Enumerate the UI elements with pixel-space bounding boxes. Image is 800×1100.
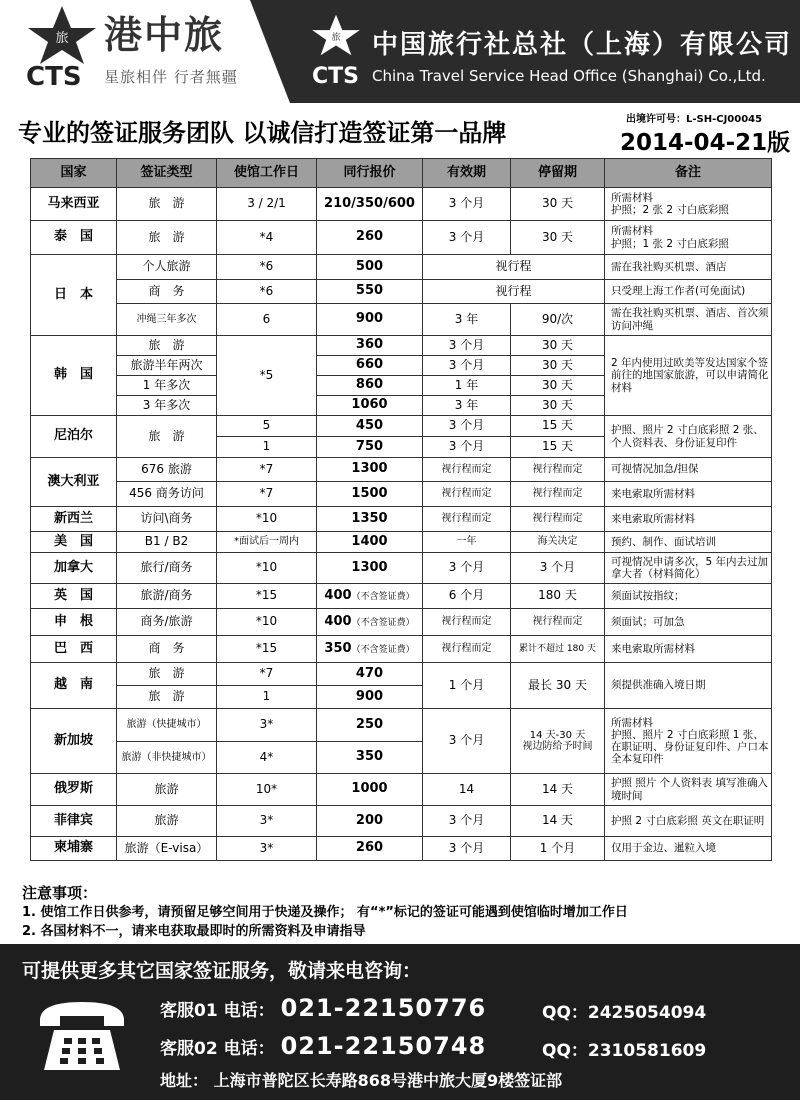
visa-type-cell: 旅 游 xyxy=(117,188,217,221)
company-name-en: China Travel Service Head Office (Shanghai) Co.,Ltd. xyxy=(372,67,766,85)
price-value: 400 xyxy=(324,613,352,629)
work-days-cell: 3* xyxy=(217,806,317,837)
table-row xyxy=(31,188,772,221)
price-cell: 750 xyxy=(317,437,423,458)
table-row xyxy=(31,709,772,742)
price-cell: 1300 xyxy=(317,458,423,482)
company-name-cn: 中国旅行社总社（上海）有限公司 xyxy=(372,30,793,60)
work-days-cell: *5 xyxy=(217,336,317,416)
table-row xyxy=(31,553,772,584)
country-cell: 新西兰 xyxy=(31,507,117,532)
address: 地址： 上海市普陀区长寿路868号港中旅大厦9楼签证部 xyxy=(160,1071,563,1090)
price-cell: 260 xyxy=(317,221,423,255)
visa-type-cell: 商务/旅游 xyxy=(117,609,217,636)
notes-cell: 需在我社购买机票、酒店 xyxy=(605,255,772,280)
validity-cell: 视行程而定 xyxy=(423,609,511,636)
stay-cell: 15 天 xyxy=(511,437,605,458)
price-cell: 860 xyxy=(317,376,423,396)
notice-section xyxy=(22,884,792,941)
stay-cell: 视行程而定 xyxy=(511,609,605,636)
country-cell: 申 根 xyxy=(31,609,117,636)
country-cell: 新加坡 xyxy=(31,709,117,774)
phone-number[interactable]: 021-22150776 xyxy=(280,994,487,1022)
work-days-cell: 4* xyxy=(217,742,317,774)
stay-cell: 14 天 xyxy=(511,774,605,806)
stay-cell: 30 天 xyxy=(511,376,605,396)
notes-cell: 来电索取所需材料 xyxy=(605,507,772,532)
visa-type-cell: 旅游（快捷城市） xyxy=(117,709,217,742)
validity-cell: 6 个月 xyxy=(423,584,511,609)
price-cell: 1350 xyxy=(317,507,423,532)
work-days-cell: 5 xyxy=(217,416,317,437)
visa-type-cell: 旅 游 xyxy=(117,663,217,686)
visa-type-cell: 旅 游 xyxy=(117,416,217,458)
column-header: 使馆工作日 xyxy=(217,159,317,188)
notes-cell: 可视情况加急/担保 xyxy=(605,458,772,482)
service-label: 客服01 电话： xyxy=(160,1001,275,1021)
work-days-cell: 3* xyxy=(217,709,317,742)
validity-cell: 3 个月 xyxy=(423,356,511,376)
validity-cell: 视行程而定 xyxy=(423,507,511,532)
telephone-icon xyxy=(34,994,130,1074)
visa-type-cell: 旅游半年两次 xyxy=(117,356,217,376)
stay-cell: 14 天 xyxy=(511,806,605,837)
contact-footer xyxy=(0,944,800,1100)
price-cell xyxy=(317,636,423,663)
table-row xyxy=(31,636,772,663)
notes-cell: 护照、照片 2 寸白底彩照 2 张、个人资料表、身份证复印件 xyxy=(605,416,772,458)
column-header: 备注 xyxy=(605,159,772,188)
country-cell: 菲律宾 xyxy=(31,806,117,837)
visa-type-cell: 冲绳三年多次 xyxy=(117,304,217,336)
work-days-cell: *面试后一周内 xyxy=(217,532,317,553)
stay-cell: 180 天 xyxy=(511,584,605,609)
price-note: （不含签证费） xyxy=(351,591,415,602)
country-cell: 美 国 xyxy=(31,532,117,553)
notes-cell: 须面试；可加急 xyxy=(605,609,772,636)
table-row xyxy=(31,304,772,336)
visa-type-cell: 1 年多次 xyxy=(117,376,217,396)
table-row xyxy=(31,609,772,636)
country-cell: 澳大利亚 xyxy=(31,458,117,507)
notice-item: 1. 使馆工作日供参考，请预留足够空间用于快递及操作； 有“*”标记的签证可能遇到使馆临时增加工作日 xyxy=(22,905,628,920)
column-header: 签证类型 xyxy=(117,159,217,188)
cts-star-logo-icon xyxy=(22,4,102,66)
validity-cell: 3 个月 xyxy=(423,336,511,356)
visa-type-cell: 旅游 xyxy=(117,774,217,806)
visa-type-cell: 商 务 xyxy=(117,280,217,304)
visa-type-cell: 旅游（非快捷城市） xyxy=(117,742,217,774)
price-cell: 210/350/600 xyxy=(317,188,423,221)
work-days-cell: 3 / 2/1 xyxy=(217,188,317,221)
visa-type-cell: 旅游 xyxy=(117,806,217,837)
notes-cell: 来电索取所需材料 xyxy=(605,482,772,507)
country-cell: 日 本 xyxy=(31,255,117,336)
work-days-cell: *10 xyxy=(217,507,317,532)
validity-cell: 3 个月 xyxy=(423,806,511,837)
notes-cell: 只受理上海工作者(可免面试) xyxy=(605,280,772,304)
stay-cell: 最长 30 天 xyxy=(511,663,605,709)
work-days-cell: 6 xyxy=(217,304,317,336)
permit-number: 出境许可号：L-SH-CJ00045 xyxy=(626,114,763,125)
price-cell: 450 xyxy=(317,416,423,437)
validity-cell: 3 个月 xyxy=(423,553,511,584)
work-days-cell: 1 xyxy=(217,437,317,458)
price-cell: 1400 xyxy=(317,532,423,553)
notice-title: 注意事项： xyxy=(22,884,98,902)
price-cell: 500 xyxy=(317,255,423,280)
table-header-row xyxy=(31,159,772,188)
country-cell: 柬埔寨 xyxy=(31,837,117,861)
country-cell: 俄罗斯 xyxy=(31,774,117,806)
visa-type-cell: 访问\商务 xyxy=(117,507,217,532)
validity-cell: 视行程而定 xyxy=(423,458,511,482)
work-days-cell: 10* xyxy=(217,774,317,806)
work-days-cell: *4 xyxy=(217,221,317,255)
validity-cell: 3 个月 xyxy=(423,837,511,861)
table-row xyxy=(31,774,772,806)
visa-type-cell: 个人旅游 xyxy=(117,255,217,280)
notes-cell: 护照 2 寸白底彩照 英文在职证明 xyxy=(605,806,772,837)
footer-title: 可提供更多其它国家签证服务，敬请来电咨询： xyxy=(22,960,422,982)
svg-text:旅: 旅 xyxy=(55,31,69,46)
notes-cell: 所需材料 护照；2 张 2 寸白底彩照 xyxy=(605,188,772,221)
visa-type-cell: 旅 游 xyxy=(117,686,217,709)
price-cell: 550 xyxy=(317,280,423,304)
work-days-cell: 1 xyxy=(217,686,317,709)
table-row xyxy=(31,663,772,686)
work-days-cell: *6 xyxy=(217,280,317,304)
stay-cell: 30 天 xyxy=(511,396,605,416)
table-row xyxy=(31,806,772,837)
visa-type-cell: 3 年多次 xyxy=(117,396,217,416)
price-note: （不含签证费） xyxy=(351,617,415,628)
country-cell: 马来西亚 xyxy=(31,188,117,221)
validity-cell: 视行程而定 xyxy=(423,482,511,507)
visa-price-table xyxy=(30,158,772,861)
notes-cell: 所需材料 护照；1 张 2 寸白底彩照 xyxy=(605,221,772,255)
price-cell: 200 xyxy=(317,806,423,837)
price-cell: 250 xyxy=(317,709,423,742)
work-days-cell: *7 xyxy=(217,663,317,686)
header xyxy=(0,0,800,103)
validity-cell: 1 年 xyxy=(423,376,511,396)
country-cell: 巴 西 xyxy=(31,636,117,663)
cts-logo-text: CTS xyxy=(312,64,359,89)
country-cell: 韩 国 xyxy=(31,336,117,416)
stay-cell: 30 天 xyxy=(511,336,605,356)
work-days-cell: *15 xyxy=(217,584,317,609)
notes-cell: 来电索取所需材料 xyxy=(605,636,772,663)
visa-type-cell: 旅行/商务 xyxy=(117,553,217,584)
cts-logo-text: CTS xyxy=(26,62,82,92)
notes-cell: 需在我社购买机票、酒店、首次须访问冲绳 xyxy=(605,304,772,336)
stay-cell: 视行程而定 xyxy=(511,507,605,532)
brand-panel xyxy=(0,0,290,103)
table-row xyxy=(31,221,772,255)
table-row xyxy=(31,336,772,356)
notes-cell: 须提供准确入境日期 xyxy=(605,663,772,709)
price-cell: 900 xyxy=(317,304,423,336)
price-value: 400 xyxy=(324,587,352,603)
stay-cell: 14 天-30 天 视边防给予时间 xyxy=(511,709,605,774)
work-days-cell: *10 xyxy=(217,609,317,636)
price-cell: 470 xyxy=(317,663,423,686)
notes-cell: 须面试按指纹； xyxy=(605,584,772,609)
stay-cell: 30 天 xyxy=(511,356,605,376)
stay-cell: 1 个月 xyxy=(511,837,605,861)
svg-text:旅: 旅 xyxy=(331,32,341,43)
cts-star-logo-icon xyxy=(308,10,364,60)
work-days-cell: *15 xyxy=(217,636,317,663)
validity-cell: 一年 xyxy=(423,532,511,553)
notes-cell: 预约、制作、面试培训 xyxy=(605,532,772,553)
notes-cell: 仅用于金边、暹粒入境 xyxy=(605,837,772,861)
brand-name: 港中旅 xyxy=(104,13,225,57)
phone-number[interactable]: 021-22150748 xyxy=(280,1032,487,1060)
table-row xyxy=(31,482,772,507)
validity-stay-cell: 视行程 xyxy=(423,255,605,280)
service-line-1 xyxy=(160,994,707,1023)
qq-number[interactable]: QQ：2310581609 xyxy=(542,1041,707,1061)
price-cell: 660 xyxy=(317,356,423,376)
visa-type-cell: 676 旅游 xyxy=(117,458,217,482)
work-days-cell: *7 xyxy=(217,458,317,482)
visa-type-cell: 商 务 xyxy=(117,636,217,663)
visa-type-cell: 旅 游 xyxy=(117,336,217,356)
price-cell: 1000 xyxy=(317,774,423,806)
table-row xyxy=(31,584,772,609)
validity-cell: 3 个月 xyxy=(423,416,511,437)
validity-cell: 3 个月 xyxy=(423,221,511,255)
price-note: （不含签证费） xyxy=(351,644,415,655)
validity-cell: 14 xyxy=(423,774,511,806)
price-cell: 350 xyxy=(317,742,423,774)
service-line-2 xyxy=(160,1032,707,1061)
headline: 专业的签证服务团队 以诚信打造签证第一品牌 xyxy=(18,119,507,147)
validity-cell: 视行程而定 xyxy=(423,636,511,663)
price-cell: 900 xyxy=(317,686,423,709)
visa-type-cell: 旅游（E-visa） xyxy=(117,837,217,861)
table-row xyxy=(31,280,772,304)
qq-number[interactable]: QQ：2425054094 xyxy=(542,1003,707,1023)
stay-cell: 累计不超过 180 天 xyxy=(511,636,605,663)
work-days-cell: *7 xyxy=(217,482,317,507)
table-row xyxy=(31,458,772,482)
column-header: 停留期 xyxy=(511,159,605,188)
price-cell xyxy=(317,609,423,636)
visa-type-cell: 旅游/商务 xyxy=(117,584,217,609)
country-cell: 尼泊尔 xyxy=(31,416,117,458)
stay-cell: 30 天 xyxy=(511,221,605,255)
notes-cell: 所需材料 护照、照片 2 寸白底彩照 1 张、在职证明、身份证复印件、户口本全本复印件 xyxy=(605,709,772,774)
validity-cell: 1 个月 xyxy=(423,663,511,709)
country-cell: 英 国 xyxy=(31,584,117,609)
price-value: 350 xyxy=(324,640,352,656)
validity-stay-cell: 视行程 xyxy=(423,280,605,304)
notes-cell: 可视情况申请多次，5 年内去过加拿大者（材料简化） xyxy=(605,553,772,584)
price-cell: 1300 xyxy=(317,553,423,584)
stay-cell: 15 天 xyxy=(511,416,605,437)
price-cell: 360 xyxy=(317,336,423,356)
notice-item: 2. 各国材料不一，请来电获取最即时的所需资料及申请指导 xyxy=(22,924,366,939)
validity-cell: 3 个月 xyxy=(423,709,511,774)
country-cell: 泰 国 xyxy=(31,221,117,255)
country-cell: 越 南 xyxy=(31,663,117,709)
table-row xyxy=(31,416,772,437)
validity-cell: 3 年 xyxy=(423,396,511,416)
validity-cell: 3 个月 xyxy=(423,437,511,458)
column-header: 有效期 xyxy=(423,159,511,188)
column-header: 同行报价 xyxy=(317,159,423,188)
work-days-cell: 3* xyxy=(217,837,317,861)
stay-cell: 视行程而定 xyxy=(511,482,605,507)
table-row xyxy=(31,507,772,532)
table-row xyxy=(31,255,772,280)
table-row xyxy=(31,532,772,553)
stay-cell: 90/次 xyxy=(511,304,605,336)
work-days-cell: *10 xyxy=(217,553,317,584)
column-header: 国家 xyxy=(31,159,117,188)
notes-cell: 2 年内使用过欧美等发达国家个签前往的地国家旅游，可以申请简化材料 xyxy=(605,336,772,416)
brand-slogan: 星旅相伴 行者無疆 xyxy=(104,68,238,86)
stay-cell: 3 个月 xyxy=(511,553,605,584)
validity-cell: 3 年 xyxy=(423,304,511,336)
price-cell: 1500 xyxy=(317,482,423,507)
country-cell: 加拿大 xyxy=(31,553,117,584)
stay-cell: 30 天 xyxy=(511,188,605,221)
table-row xyxy=(31,837,772,861)
stay-cell: 视行程而定 xyxy=(511,458,605,482)
work-days-cell: *6 xyxy=(217,255,317,280)
visa-type-cell: 旅 游 xyxy=(117,221,217,255)
price-cell xyxy=(317,584,423,609)
price-cell: 260 xyxy=(317,837,423,861)
notes-cell: 护照 照片 个人资料表 填写准确入境时间 xyxy=(605,774,772,806)
visa-type-cell: B1 / B2 xyxy=(117,532,217,553)
stay-cell: 海关决定 xyxy=(511,532,605,553)
service-label: 客服02 电话： xyxy=(160,1039,275,1059)
validity-cell: 3 个月 xyxy=(423,188,511,221)
visa-type-cell: 456 商务访问 xyxy=(117,482,217,507)
edition-date: 2014-04-21版 xyxy=(620,130,791,156)
price-cell: 1060 xyxy=(317,396,423,416)
